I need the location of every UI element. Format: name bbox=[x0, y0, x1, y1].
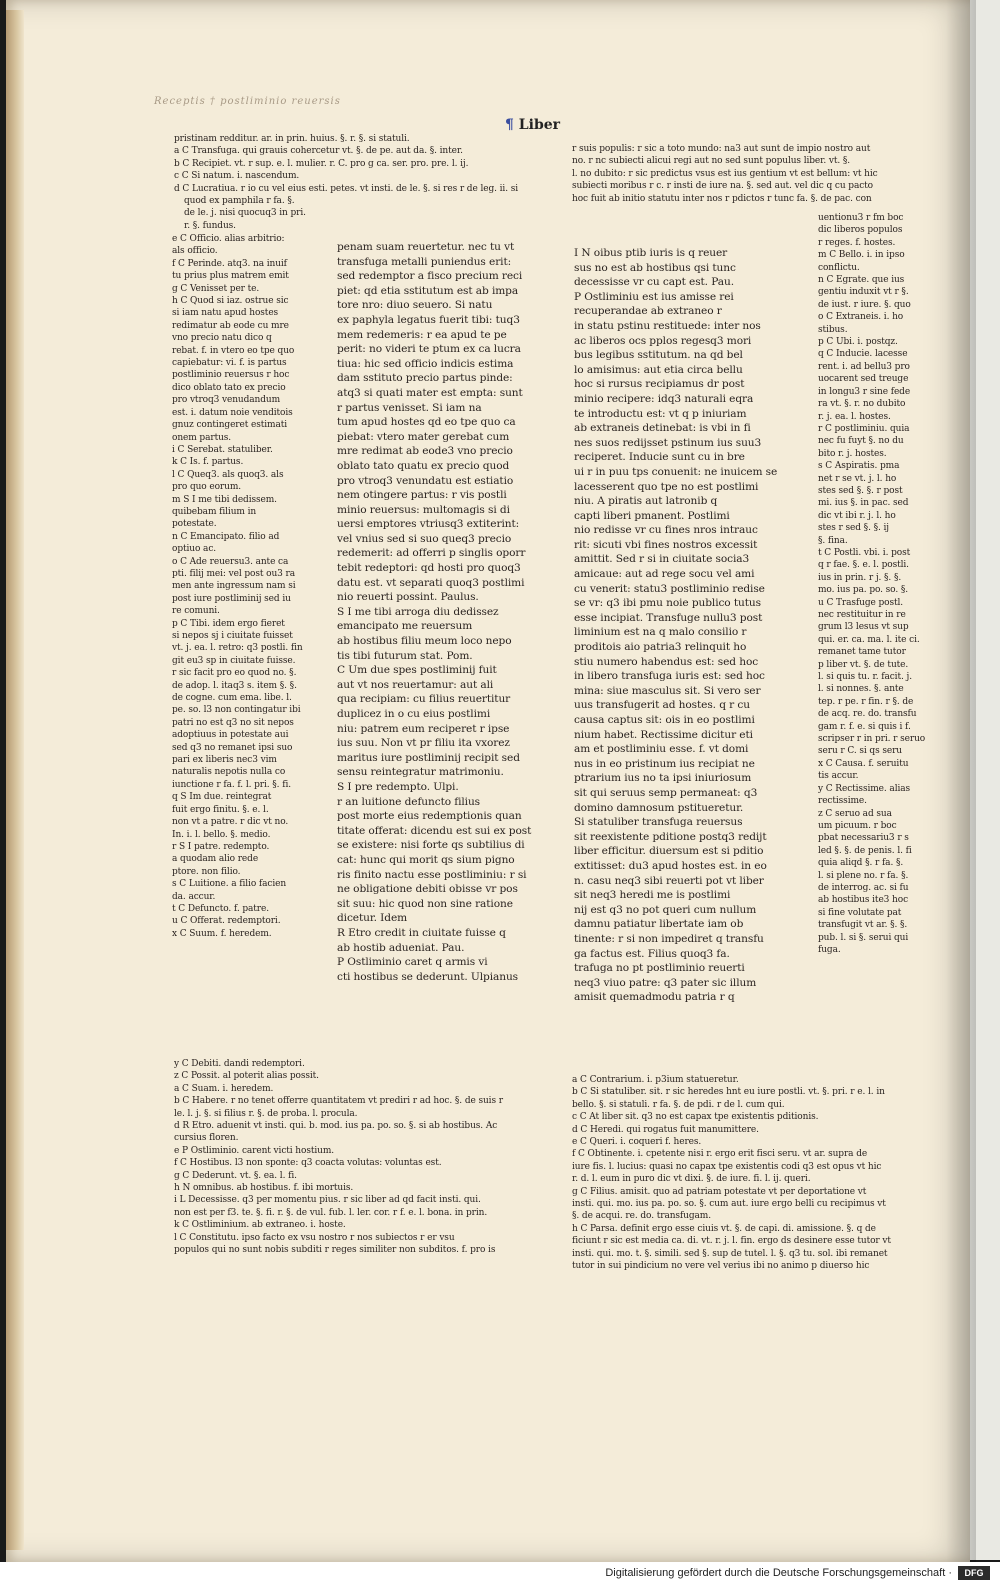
gloss-line: fuga. bbox=[818, 944, 841, 955]
gloss-line: ius in prin. r j. §. §. bbox=[818, 572, 902, 583]
text-line: extitisset: du3 apud hostes est. in eo bbox=[574, 859, 767, 872]
text-line: penam suam reuertetur. nec tu vt bbox=[337, 241, 515, 253]
text-line: P Ostliminio caret q armis vi bbox=[337, 956, 488, 969]
main-text-left bbox=[337, 240, 557, 984]
gloss-line: insti. qui. mo. t. §. simili. sed §. sup de tutel. l. §. q3 tu. sol. ibi remanet bbox=[572, 1248, 888, 1259]
gloss-line: l C Queq3. als quoq3. als bbox=[172, 469, 284, 480]
text-line: nio redisse vr cu fines nros intrauc bbox=[574, 524, 758, 537]
gloss-bottom-left bbox=[174, 1058, 560, 1257]
gloss-line: uocarent sed treuge bbox=[818, 374, 909, 385]
text-line: in statu pstinu restituede: inter nos bbox=[574, 319, 761, 332]
text-line: C Um due spes postliminij fuit bbox=[337, 664, 497, 677]
gloss-line: qui. er. ca. ma. l. ite ci. bbox=[818, 634, 920, 645]
gloss-line: pe. so. l3 non contingatur ibi bbox=[172, 705, 301, 716]
gloss-line: gentiu induxit vt r §. bbox=[818, 287, 909, 298]
gloss-line: pristinam redditur. ar. in prin. huius. §. r. §. si statuli. bbox=[174, 134, 410, 144]
text-line: proditois aio patria3 relinquit ho bbox=[574, 641, 747, 654]
gloss-line: seru r C. si qs seru bbox=[818, 746, 902, 757]
gloss-line: pti. filij mei: vel post ou3 ra bbox=[172, 568, 296, 579]
text-line: S I me tibi arroga diu dedissez bbox=[337, 605, 499, 618]
book-page bbox=[6, 0, 970, 1562]
gloss-line: led §. §. de penis. l. fi bbox=[818, 845, 912, 856]
text-line: atq3 si quati mater est empta: sunt bbox=[337, 386, 523, 399]
gloss-line: non vt a patre. r dic vt no. bbox=[172, 817, 289, 828]
gloss-line: a C Contrarium. i. p3ium statueretur. bbox=[572, 1075, 739, 1085]
text-line: esse incipiat. Transfuge nullu3 post bbox=[574, 611, 763, 624]
gloss-line: dic liberos populos bbox=[818, 225, 903, 236]
gloss-line: a C Transfuga. qui grauis cohercetur vt. §. de pe. aut da. §. inter. bbox=[174, 146, 463, 157]
text-line: sit reexistente pditione postq3 redijt bbox=[574, 830, 767, 843]
gloss-line: ab hostibus ite3 hoc bbox=[818, 895, 909, 906]
gloss-line: iure fis. l. lucius: quasi no capax tpe existentis codi q3 est opus vt hic bbox=[572, 1161, 882, 1172]
gloss-line: r S I patre. redempto. bbox=[172, 841, 270, 852]
gloss-line: als officio. bbox=[172, 246, 218, 257]
text-line: sit qui seruus semp permaneat: q3 bbox=[574, 786, 758, 799]
gloss-line: g C Venisset per te. bbox=[172, 283, 260, 294]
text-line: ex paphyla legatus fuerit tibi: tuq3 bbox=[337, 313, 520, 326]
gloss-line: tis accur. bbox=[818, 771, 859, 782]
gloss-line: tu prius plus matrem emit bbox=[172, 271, 289, 282]
text-line: ui r in puu tps conuenit: ne inuicem se bbox=[574, 465, 778, 478]
text-line: mre redimat ab eode3 vno precio bbox=[337, 445, 513, 458]
text-line: S I pre redempto. Ulpi. bbox=[337, 780, 459, 793]
gloss-line: ptore. non filio. bbox=[172, 866, 241, 877]
text-line: sed redemptor a fisco precium reci bbox=[337, 270, 523, 283]
gloss-line: In. i. l. bello. §. medio. bbox=[172, 829, 271, 840]
gloss-line: h C Quod si iaz. ostrue sic bbox=[172, 296, 289, 307]
gloss-line: mi. ius §. in pac. sed bbox=[818, 498, 909, 509]
gloss-line: quia aliqd §. r fa. §. bbox=[818, 858, 904, 869]
text-line: causa captus sit: ois in eo postlimi bbox=[574, 714, 755, 726]
gloss-line: tep. r pe. r fin. r §. de bbox=[818, 696, 914, 707]
text-line: sit neq3 heredi me is postlimi bbox=[574, 889, 731, 902]
dfg-logo: DFG bbox=[958, 1566, 990, 1580]
text-line: sus no est ab hostibus qsi tunc bbox=[574, 261, 736, 274]
text-line: r an luitione defuncto filius bbox=[337, 795, 481, 808]
text-line: uus transfugerit ad hostes. q r cu bbox=[574, 699, 750, 712]
text-line: tis tibi futurum stat. Pom. bbox=[337, 649, 473, 662]
gloss-line: pro vtroq3 venudandum bbox=[172, 395, 281, 406]
gloss-line: non est per f3. te. §. fi. r. §. de vul. fub. l. ler. cor. r f. e. l. bona. in prin. bbox=[174, 1207, 488, 1218]
text-line: in libero transfuga iuris est: sed hoc bbox=[574, 670, 765, 683]
gloss-line: k C Is. f. partus. bbox=[172, 457, 244, 468]
text-line: perit: no videri te ptum ex ca lucra bbox=[337, 343, 521, 356]
text-line: n. casu neq3 sibi reuerti pot vt liber bbox=[574, 874, 764, 887]
text-line: amicaue: aut ad rege socu vel ami bbox=[574, 568, 755, 581]
gloss-line: est. i. datum noie venditois bbox=[172, 407, 293, 418]
gloss-line: m S I me tibi dedissem. bbox=[172, 494, 277, 505]
text-line: ac liberos ocs pplos regesq3 mori bbox=[574, 334, 752, 347]
gloss-line: de iust. r iure. §. quo bbox=[818, 299, 911, 310]
gloss-line: d R Etro. aduenit vt insti. qui. b. mod. ius pa. po. so. §. si ab hostibus. Ac bbox=[174, 1121, 498, 1132]
gloss-line: pub. l. si §. serui qui bbox=[818, 932, 909, 943]
text-line: ris finito nactu esse postliminiu: r si bbox=[337, 868, 527, 881]
gloss-line: bello. §. si statuli. r fa. §. de pdi. r de l. cum qui. bbox=[572, 1099, 785, 1110]
gloss-line: s C Luitione. a filio facien bbox=[172, 879, 287, 890]
text-line: ab hostibus filiu meum loco nepo bbox=[337, 635, 512, 648]
text-line: Si statuliber transfuga reuersus bbox=[574, 816, 743, 829]
gloss-line: git eu3 sp in ciuitate fuisse. bbox=[172, 655, 296, 666]
gloss-line: onem partus. bbox=[172, 432, 232, 443]
text-line: domino damnosum pstitueretur. bbox=[574, 801, 744, 814]
gloss-line: dic vt ibi r. j. l. ho bbox=[818, 510, 896, 521]
gloss-line: pro quo eorum. bbox=[172, 482, 242, 493]
text-line: duplicez in o cu eius postlimi bbox=[337, 708, 491, 720]
text-line: oblato tato quatu ex precio quod bbox=[337, 459, 510, 472]
gloss-line: r reges. f. hostes. bbox=[818, 237, 896, 248]
gloss-line: z C seruo ad sua bbox=[818, 808, 892, 819]
gloss-line: u C Offerat. redemptori. bbox=[172, 916, 281, 927]
gloss-line: remanet tame tutor bbox=[818, 647, 906, 658]
gloss-line: §. de acqui. re. do. transfugam. bbox=[572, 1211, 711, 1222]
text-line: r partus venisset. Si iam na bbox=[337, 401, 482, 414]
gloss-line: potestate. bbox=[172, 519, 217, 530]
gloss-line: um picuum. r boc bbox=[818, 820, 897, 831]
text-line: amisit quemadmodu patria r q bbox=[574, 991, 735, 1004]
text-line: nes suos redijsset pstinum ius suu3 bbox=[574, 436, 762, 449]
gloss-line: h N omnibus. ab hostibus. f. ibi mortuis. bbox=[174, 1183, 354, 1194]
text-line: transfuga metalli puniendus erit: bbox=[337, 255, 512, 268]
gloss-line: l. no dubito: r sic predictus vsus est ius gentium vt est bellum: vt hic bbox=[572, 168, 878, 179]
gloss-line: s C Aspiratis. pma bbox=[818, 461, 900, 472]
gloss-line: m C Bello. i. in ipso bbox=[818, 250, 905, 261]
footer-bar bbox=[0, 1562, 1000, 1585]
gloss-line: q r fae. §. e. l. postli. bbox=[818, 560, 909, 571]
gloss-line: vno precio natu dico q bbox=[172, 333, 272, 344]
gloss-line: nec restituitur in re bbox=[818, 610, 906, 620]
gloss-line: r. j. ea. l. hostes. bbox=[818, 411, 891, 422]
text-line: hoc si rursus recipiamus dr post bbox=[574, 378, 745, 391]
text-line: amittit. Sed r si in ciuitate socia3 bbox=[574, 553, 750, 566]
text-line: dicetur. Idem bbox=[337, 912, 408, 925]
gloss-line: p C Ubi. i. postqz. bbox=[818, 337, 898, 348]
gloss-line: z C Possit. al poterit alias possit. bbox=[174, 1071, 319, 1082]
gloss-line: b C Si statuliber. sit. r sic heredes hnt eu iure postli. vt. §. pri. r e. l. in bbox=[572, 1087, 885, 1098]
text-line: trafuga no pt postliminio reuerti bbox=[574, 962, 745, 975]
text-line: se vr: q3 ibi pmu noie publico tutus bbox=[574, 597, 761, 610]
gloss-line: net r se vt. j. l. ho bbox=[818, 473, 897, 484]
text-line: aut vt nos reuertamur: aut ali bbox=[337, 678, 494, 691]
pilcrow-icon: ¶ bbox=[505, 117, 514, 133]
gloss-line: insti. qui. mo. ius pa. po. so. §. cum aut. iure ergo belli cu recipimus vt bbox=[572, 1199, 886, 1210]
gloss-line: dico oblato tato ex precio bbox=[172, 382, 286, 393]
text-line: tinente: r si non impediret q transfu bbox=[574, 932, 764, 945]
gloss-line: gam r. f. e. si quis i f. bbox=[818, 721, 911, 732]
text-line: lo amisimus: aut etia circa bellu bbox=[574, 363, 743, 376]
gloss-line: h C Parsa. definit ergo esse ciuis vt. §. de capi. di. amissione. §. q de bbox=[572, 1223, 876, 1234]
gloss-top-left bbox=[174, 133, 554, 232]
running-head: Receptis † postliminio reuersis bbox=[154, 96, 341, 107]
gloss-line: f C Obtinente. i. cpetente nisi r. ergo erit fisci seru. vt ar. supra de bbox=[572, 1149, 868, 1160]
gloss-line: adoptiuus in potestate aui bbox=[172, 730, 289, 741]
text-line: stiu numero habendus est: sed hoc bbox=[574, 655, 759, 668]
catchword bbox=[505, 117, 560, 133]
gloss-line: p liber vt. §. de tute. bbox=[818, 659, 909, 670]
gloss-line: sed q3 no remanet ipsi suo bbox=[172, 742, 293, 753]
text-line: niu: patrem eum reciperet r ipse bbox=[337, 722, 510, 735]
text-line: ab extraneis detinebat: is vbi in fi bbox=[574, 422, 751, 435]
text-line: maritus iure postliminij recipit sed bbox=[337, 751, 520, 764]
text-line: nij est q3 no pot queri cum nullum bbox=[574, 903, 757, 916]
text-line: nem otingere partus: r vis postli bbox=[337, 489, 507, 502]
gloss-line: c C At liber sit. q3 no est capax tpe existentis pditionis. bbox=[572, 1112, 819, 1123]
gloss-line: k C Ostliminium. ab extraneo. i. hoste. bbox=[174, 1220, 346, 1231]
gloss-line: rent. i. ad bellu3 pro bbox=[818, 361, 910, 372]
gloss-line: ficiunt r sic est media ca. di. vt. r. j. l. fin. ergo ds desinere esse tutor vt bbox=[572, 1236, 891, 1247]
gloss-line: l C Constitutu. ipso facto ex vsu nostro r nos subiectos r er vsu bbox=[174, 1232, 455, 1243]
text-line: sit suu: hic quod non sine ratione bbox=[337, 897, 513, 910]
gloss-line: fuit ergo finitu. §. e. l. bbox=[172, 804, 269, 815]
gloss-left-column bbox=[172, 233, 332, 940]
gloss-line: o C Ade reuersu3. ante ca bbox=[172, 556, 289, 567]
gloss-right-column bbox=[818, 212, 944, 956]
gloss-line: men ante ingressum nam si bbox=[172, 581, 296, 592]
text-line: uersi emptores vtriusq3 extiterint: bbox=[337, 518, 520, 531]
text-line: tum apud hostes qd eo tpe quo ca bbox=[337, 416, 516, 429]
gloss-line: r sic facit pro eo quod no. §. bbox=[172, 668, 297, 679]
text-line: damnu patiatur libertate iam ob bbox=[574, 918, 744, 931]
gloss-line: t C Defuncto. f. patre. bbox=[172, 903, 269, 914]
gloss-line: re comuni. bbox=[172, 606, 220, 617]
gloss-line: b C Habere. r no tenet offerre quantitatem vt prediri r ad hoc. §. de suis r bbox=[174, 1096, 503, 1107]
text-line: cat: hunc qui morit qs sium pigno bbox=[337, 853, 515, 866]
gloss-line: populos qui no sunt nobis subditi r reges similiter non subditos. f. pro is bbox=[174, 1245, 496, 1256]
gloss-line: no. r nc subiecti alicui regi aut no sed sunt populus liber. vt. §. bbox=[572, 156, 851, 167]
gloss-line: da. accur. bbox=[172, 891, 216, 902]
gloss-line: g C Dederunt. vt. §. ea. l. fi. bbox=[174, 1170, 297, 1181]
text-line: minio recipere: idq3 naturali eqra bbox=[574, 392, 754, 405]
text-line: dam sstituto precio partus pinde: bbox=[337, 372, 513, 385]
gloss-line: d C Lucratiua. r io cu vel eius esti. petes. vt insti. de le. §. si res r de leg. ii. si bbox=[174, 183, 519, 194]
text-line: ne obligatione debiti obisse vr pos bbox=[337, 883, 518, 896]
gloss-line: capiebatur: vi. f. is partus bbox=[172, 358, 287, 369]
text-line: decessisse vr cu capt est. Pau. bbox=[574, 276, 734, 289]
text-line: tore nro: diuo seuero. Si natu bbox=[337, 299, 493, 312]
gloss-line: conflictu. bbox=[818, 262, 860, 273]
gloss-line: cursius floren. bbox=[174, 1133, 239, 1144]
gloss-line: bito r. j. hostes. bbox=[818, 448, 887, 459]
text-line: lacesserent quo tpe no est postlimi bbox=[574, 480, 759, 493]
gloss-line: le. l. j. §. si filius r. §. de proba. l. procula. bbox=[174, 1108, 358, 1119]
gloss-line: vt. j. ea. l. retro: q3 postli. fin bbox=[172, 643, 303, 654]
gloss-line: si fine volutate pat bbox=[818, 907, 902, 918]
text-line: te introductu est: vt q p iniuriam bbox=[574, 407, 747, 420]
gloss-line: f C Perinde. atq3. na inuif bbox=[172, 258, 287, 269]
gloss-line: l. si quis tu. r. facit. j. bbox=[818, 672, 912, 683]
gloss-top-right bbox=[572, 143, 942, 205]
gloss-line: b C Recipiet. vt. r sup. e. l. mulier. r. C. pro g ca. ser. pro. pre. l. ij. bbox=[174, 158, 469, 169]
text-line: piebat: vtero mater gerebat cum bbox=[337, 430, 510, 443]
gloss-line: pari ex liberis nec3 vim bbox=[172, 755, 277, 766]
text-line: ga factus est. Filius quoq3 fa. bbox=[574, 947, 730, 960]
gloss-line: g C Filius. amisit. quo ad patriam potestate vt per deportatione vt bbox=[572, 1186, 867, 1197]
gloss-line: de acq. re. do. transfu bbox=[818, 709, 917, 720]
gloss-line: grum l3 lesus vt sup bbox=[818, 622, 909, 633]
gloss-line: n C Egrate. que ius bbox=[818, 275, 905, 286]
gloss-line: de le. j. nisi quocuq3 in pri. bbox=[184, 208, 306, 219]
gloss-line: x C Suum. f. heredem. bbox=[172, 928, 272, 939]
text-line: qua recipiam: cu filius reuertitur bbox=[337, 693, 511, 706]
text-line: ius suu. Non vt pr filiu ita vxorez bbox=[337, 737, 510, 750]
gloss-line: §. fina. bbox=[818, 535, 848, 546]
gloss-line: mo. ius pa. po. so. §. bbox=[818, 585, 909, 596]
text-line: liber efficitur. diuersum est si pditio bbox=[574, 845, 764, 858]
page-edge bbox=[6, 10, 24, 1550]
gloss-line: i C Serebat. statuliber. bbox=[172, 444, 273, 455]
gloss-line: a quodam alio rede bbox=[172, 854, 259, 865]
gloss-line: hoc fuit ab initio statutu inter nos r pdictos r tunc fa. §. de pac. con bbox=[572, 193, 872, 204]
gloss-line: r. d. l. eum in puro dic vt dixi. §. de iure. fi. l. ij. queri. bbox=[572, 1174, 811, 1185]
text-line: vel vnius sed si suo queq3 precio bbox=[337, 532, 512, 545]
gloss-line: stibus. bbox=[818, 324, 848, 335]
gloss-line: c C Si natum. i. nascendum. bbox=[174, 171, 300, 182]
gloss-bottom-right bbox=[572, 1074, 944, 1273]
gloss-line: q C Inducie. lacesse bbox=[818, 349, 908, 360]
footer-credit: Digitalisierung gefördert durch die Deutsche Forschungsgemeinschaft · bbox=[605, 1567, 952, 1579]
gloss-line: f C Hostibus. l3 non sponte: q3 coacta volutas: voluntas est. bbox=[174, 1158, 442, 1169]
gloss-line: tutor in sui pindicium no vere vel verius ibi no animo p diuerso hic bbox=[572, 1261, 870, 1272]
gloss-line: q S Im due. reintegrat bbox=[172, 792, 272, 803]
gloss-line: a C Suam. i. heredem. bbox=[174, 1083, 274, 1094]
text-line: P Ostliminiu est ius amisse rei bbox=[574, 290, 734, 303]
text-line: niu. A piratis aut latronib q bbox=[574, 495, 718, 508]
text-line: piet: qd etia sstitutum est ab impa bbox=[337, 284, 519, 297]
catchword-text: Liber bbox=[518, 117, 561, 133]
gloss-line: pbat necessariu3 r s bbox=[818, 833, 909, 844]
text-line: datu est. vt separati quoq3 postlimi bbox=[337, 576, 525, 589]
gloss-line: in longu3 r sine fede bbox=[818, 386, 911, 397]
gloss-line: transfugit vt ar. §. §. bbox=[818, 920, 908, 931]
gloss-line: patri no est q3 no sit nepos bbox=[172, 717, 294, 728]
gloss-line: ra vt. §. r. no dubito bbox=[818, 399, 906, 410]
text-line: recuperandae ab extraneo r bbox=[574, 305, 722, 318]
text-line: bus legibus sstitutum. na qd bel bbox=[574, 349, 743, 362]
gloss-line: e C Queri. i. coqueri f. heres. bbox=[572, 1137, 702, 1148]
gloss-line: y C Debiti. dandi redemptori. bbox=[174, 1059, 305, 1069]
text-line: redemerit: ad offerri p singlis oporr bbox=[337, 547, 526, 560]
text-line: nio reuerti possint. Paulus. bbox=[337, 591, 479, 604]
text-line: cti hostibus se dederunt. Ulpianus bbox=[337, 970, 518, 983]
text-line: pro vtroq3 venundatu est estiatio bbox=[337, 474, 514, 487]
gloss-line: si iam natu apud hostes bbox=[172, 308, 279, 319]
main-text-right bbox=[574, 246, 804, 1005]
page-curve-shadow bbox=[946, 0, 976, 1562]
gloss-line: stes r sed §. §. ij bbox=[818, 523, 889, 534]
text-line: capti liberi pmanent. Postlimi bbox=[574, 509, 730, 522]
gloss-line: l. si plene no. r fa. §. bbox=[818, 870, 909, 881]
gloss-line: redimatur ab eode cu mre bbox=[172, 320, 289, 331]
gloss-line: postliminio reuersus r hoc bbox=[172, 370, 290, 381]
gloss-line: nec fu fuyt §. no du bbox=[818, 436, 904, 447]
text-line: titate offerat: dicendu est sui ex post bbox=[337, 824, 532, 837]
gloss-line: p C Tibi. idem ergo fieret bbox=[172, 618, 285, 629]
gloss-line: iunctione r fa. f. l. pri. §. fi. bbox=[172, 779, 291, 790]
gloss-line: post iure postliminij sed iu bbox=[172, 593, 291, 604]
gloss-line: de adop. l. itaq3 s. item §. §. bbox=[172, 680, 297, 691]
text-line: mem redemeris: r ea apud te pe bbox=[337, 328, 507, 341]
gloss-line: x C Causa. f. seruitu bbox=[818, 758, 909, 769]
text-line: cu venerit: statu3 postliminio redise bbox=[574, 582, 765, 595]
text-line: emancipato me reuersum bbox=[337, 620, 473, 633]
gloss-line: optiuo ac. bbox=[172, 544, 217, 555]
text-line: ab hostib adueniat. Pau. bbox=[337, 941, 465, 954]
gloss-line: r C postliminiu. quia bbox=[818, 423, 910, 434]
text-line: tiua: hic sed officio indicis estima bbox=[337, 357, 514, 370]
gloss-line: t C Postli. vbi. i. post bbox=[818, 547, 911, 558]
gloss-line: scripser r in pri. r seruo bbox=[818, 734, 926, 745]
gloss-line: naturalis nepotis nulla co bbox=[172, 767, 286, 778]
gloss-line: i L Decessisse. q3 per momentu pius. r sic liber ad qd facit insti. qui. bbox=[174, 1195, 481, 1206]
text-line: mina: siue masculus sit. Si vero ser bbox=[574, 684, 761, 697]
gloss-line: r suis populis: r sic a toto mundo: na3 aut sunt de impio nostro aut bbox=[572, 144, 871, 154]
text-line: nium habet. Rectissime dicitur eti bbox=[574, 728, 753, 741]
gloss-line: u C Trasfuge postl. bbox=[818, 597, 904, 608]
text-line: sensu reintegratur matrimoniu. bbox=[337, 766, 504, 779]
text-line: rit: sicuti vbi fines nostros excessit bbox=[574, 538, 758, 551]
gloss-line: rectissime. bbox=[818, 796, 867, 807]
text-line: R Etro credit in ciuitate fuisse q bbox=[337, 926, 506, 939]
text-line: reciperet. Inducie sunt cu in bre bbox=[574, 451, 745, 464]
gloss-line: de cogne. cum ema. libe. l. bbox=[172, 693, 292, 704]
gloss-line: e P Ostliminio. carent victi hostium. bbox=[174, 1145, 335, 1156]
text-line: minio reuersus: multomagis si di bbox=[337, 503, 510, 516]
text-line: neq3 viuo patre: q3 pater sic illum bbox=[574, 976, 757, 989]
gloss-line: n C Emancipato. filio ad bbox=[172, 531, 280, 542]
text-line: post morte eius redemptionis quan bbox=[337, 810, 522, 823]
gloss-line: quod ex pamphila r fa. §. bbox=[184, 196, 295, 207]
gloss-line: stes sed §. §. r post bbox=[818, 485, 903, 496]
gloss-line: quibebam filium in bbox=[172, 506, 257, 517]
gloss-line: de interrog. ac. si fu bbox=[818, 882, 909, 893]
gloss-line: l. si nonnes. §. ante bbox=[818, 684, 904, 695]
gloss-line: y C Rectissime. alias bbox=[818, 783, 911, 794]
text-line: I N oibus ptib iuris is q reuer bbox=[574, 247, 728, 259]
gloss-line: subiecti moribus r c. r insti de iure na. §. sed aut. vel dic q cu pacto bbox=[572, 181, 873, 192]
gloss-line: e C Officio. alias arbitrio: bbox=[172, 234, 285, 244]
gloss-line: o C Extraneis. i. ho bbox=[818, 312, 904, 323]
gloss-line: gnuz contingeret estimati bbox=[172, 420, 288, 431]
text-line: am et postliminiu esse. f. vt domi bbox=[574, 743, 749, 756]
text-line: ptrarium ius no ta ipsi iniuriosum bbox=[574, 772, 752, 785]
text-line: tebit redeptori: qd hosti pro quoq3 bbox=[337, 562, 521, 575]
text-line: se existere: nisi forte qs subtilius di bbox=[337, 839, 525, 852]
text-line: liminium est na q malo consilio r bbox=[574, 626, 747, 639]
gloss-line: rebat. f. in vtero eo tpe quo bbox=[172, 345, 295, 356]
gloss-line: si nepos sj i ciuitate fuisset bbox=[172, 631, 293, 641]
gloss-line: d C Heredi. qui rogatus fuit manumittere. bbox=[572, 1124, 759, 1135]
gloss-line: uentionu3 r fm boc bbox=[818, 213, 904, 223]
gloss-line: r. §. fundus. bbox=[184, 220, 236, 231]
text-line: nus in eo pristinum ius recipiat ne bbox=[574, 757, 755, 770]
